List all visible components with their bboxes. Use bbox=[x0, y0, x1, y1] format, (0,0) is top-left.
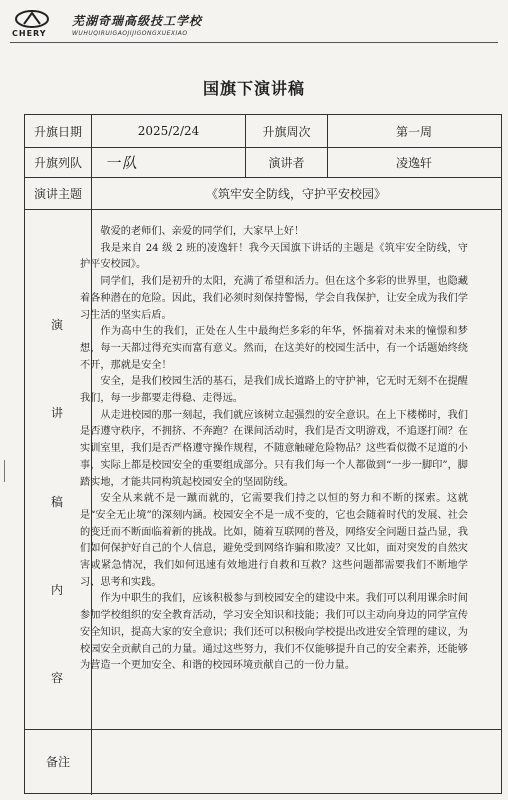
speech-paragraph: 安全，是我们校园生活的基石，是我们成长道路上的守护神，它无时无刻不在提醒我们，每一步都要走得稳、走得远。 bbox=[80, 376, 468, 405]
content-label-char: 稿 bbox=[50, 494, 63, 509]
remarks-label: 备注 bbox=[45, 754, 70, 769]
row-divider bbox=[25, 209, 501, 210]
school-name-en: WUHUQIRUIGAOJIJIGONGXUEXIAO bbox=[72, 30, 188, 37]
team-value: 一队 bbox=[104, 154, 139, 172]
speech-paragraph: 同学们，我们是初升的太阳，充满了希望和活力。但在这个多彩的世界里，也隐藏着各种潜在的危险。因此，我们必须时刻保持警惕，学会自我保护，让安全成为我们学习生活的坚实后盾。 bbox=[80, 276, 468, 321]
team-label: 升旗列队 bbox=[33, 156, 82, 170]
content-label-char: 内 bbox=[50, 582, 63, 597]
week-value: 第一周 bbox=[395, 124, 432, 139]
week-label: 升旗周次 bbox=[262, 124, 311, 139]
date-value: 2025/2/24 bbox=[137, 124, 200, 138]
remarks-value bbox=[92, 730, 500, 792]
school-name-cn: 芜湖奇瑞高级技工学校 bbox=[72, 14, 203, 28]
date-label: 升旗日期 bbox=[33, 124, 82, 139]
content-label-char: 演 bbox=[50, 318, 63, 332]
speech-paragraph: 从走进校园的那一刻起，我们就应该树立起强烈的安全意识。在上下楼梯时，我们是否遵守秩序，不拥挤、不奔跑？在课间活动时，我们是否文明游戏，不追逐打闹？在实训室里，我们是否严格遵守操作规程，不随意触碰危险物品？这些看似微不足道的小事，实际上都是校园安全的重要组成部分。只有我们每一个人都做到“一步一脚印”，脚踏实地，才能共同构筑起校园安全的坚固防线。 bbox=[80, 409, 468, 488]
header-divider bbox=[10, 42, 498, 43]
speech-paragraph: 安全从来就不是一蹴而就的，它需要我们持之以恒的努力和不断的探索。这就是“安全无止境”的深刻内涵。校园安全不是一成不变的，它也会随着时代的发展、社会的变迁而不断面临着新的挑战。比如，随着互联网的普及，网络安全问题日益凸显，我们如何保护好自己的个人信息，避免受到网络诈骗和欺凌？又比如，面对突发的自然灾害或紧急情况，我们如何迅速有效地进行自救和互救？这些问题都需要我们不断地学习、思考和实践。 bbox=[80, 493, 468, 588]
speaker-value: 凌逸轩 bbox=[395, 156, 432, 170]
speech-paragraph: 我是来自 24 级 2 班的凌逸轩！我今天国旗下讲话的主题是《筑牢安全防线，守护平安校园》。 bbox=[80, 242, 468, 271]
speech-paragraph: 作为中职生的我们，应该积极参与到校园安全的建设中来。我们可以利用课余时间参加学校组织的安全教育活动，学习安全知识和技能；我们可以主动向身边的同学宣传安全知识，提高大家的安全意识；我们还可以积极向学校提出改进安全管理的建议，为校园安全贡献自己的力量。通过这些努力，我们不仅能够提升自己的安全素养，还能够为营造一个更加安全、和谐的校园环境贡献自己的一份力量。 bbox=[80, 593, 468, 672]
content-label-char: 容 bbox=[50, 671, 63, 685]
theme-label: 演讲主题 bbox=[33, 187, 82, 201]
speech-paragraph: 作为高中生的我们，正处在人生中最绚烂多彩的年华，怀揣着对未来的憧憬和梦想，每一天都过得充实而富有意义。然而，在这美好的校园生活中，有一个话题始终绕不开，那就是安全！ bbox=[80, 326, 468, 371]
speech-body bbox=[80, 224, 468, 675]
theme-value: 《筑牢安全防线，守护平安校园》 bbox=[205, 187, 386, 201]
logo-text: CHERY bbox=[12, 29, 47, 38]
page-title: 国旗下演讲稿 bbox=[202, 79, 305, 98]
content-label-char: 讲 bbox=[50, 406, 63, 421]
chery-logo-icon bbox=[14, 10, 50, 28]
school-header bbox=[12, 10, 492, 40]
speaker-label: 演讲者 bbox=[268, 156, 305, 170]
speech-paragraph: 敬爱的老师们、亲爱的同学们，大家早上好！ bbox=[100, 226, 305, 237]
margin-mark bbox=[4, 460, 8, 482]
